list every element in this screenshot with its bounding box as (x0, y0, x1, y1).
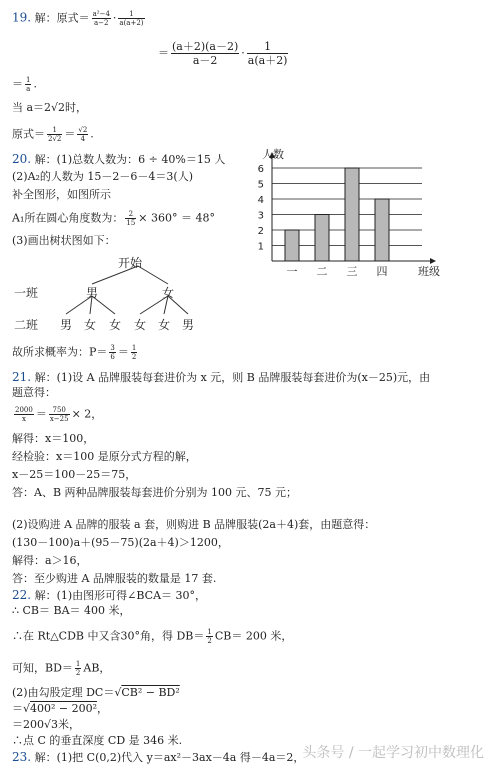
dot-op: · (112, 11, 117, 25)
q20-prob-frac1 (109, 344, 115, 361)
q19-frac2 (118, 10, 144, 27)
y-tick-label: 6 (257, 164, 264, 175)
x-tick-label: 一 (286, 265, 298, 278)
q19-frac6 (47, 126, 62, 143)
tree-level2-4: 女 (158, 318, 171, 332)
q22-frac1 (206, 628, 212, 645)
bar (345, 168, 359, 261)
frac-num: 3 (110, 344, 115, 352)
frac-den: a(a+2) (119, 19, 144, 27)
bar (315, 215, 329, 262)
frac-den: a－2 (192, 54, 218, 67)
q19-number: 19. (12, 10, 32, 25)
q19-frac5 (25, 76, 31, 93)
bar-chart (240, 140, 440, 280)
q21-line9: (130－100)a＋(95－75)(2a＋4)＞1200， (12, 536, 229, 549)
text: 解：(1)由图形可得∠BCA＝ 30°， (34, 589, 207, 602)
q21-line2: 题意得： (12, 386, 56, 399)
text: 解：(1)设 A 品牌服装每套进价为 x 元，则 B 品牌服装每套进价为(x－25)元，由 (34, 371, 431, 384)
q21-line8: (2)设购进 A 品牌的服装 a 套，则购进 B 品牌服装(2a＋4)套，由题意得： (12, 518, 376, 531)
frac-num: 750 (49, 406, 70, 415)
q19-line2 (158, 40, 290, 67)
text: 解：(1)总数人数为：6 ÷ 40%＝15 人 (34, 153, 226, 166)
q21-number: 21. (12, 370, 32, 384)
q22-line2: ∴ CB＝ BA＝ 400 米， (12, 604, 131, 617)
q22-line7: ＝200√3米， (12, 718, 81, 731)
q20-frac (125, 210, 136, 227)
eq-sign: ＝ (117, 345, 129, 359)
text: ， (97, 702, 109, 715)
frac-den: 2√2 (48, 135, 62, 143)
bar (375, 199, 389, 261)
q21-line4: 解得：x＝100， (12, 432, 95, 445)
q20-line5: (3)画出树状图如下： (12, 234, 116, 247)
tree-level2-2: 女 (109, 318, 122, 332)
q22-frac2 (75, 660, 81, 677)
tree-root: 开始 (118, 256, 143, 270)
eq-sign: ＝ (35, 407, 47, 421)
y-tick-label: 1 (257, 241, 264, 253)
q19-frac1 (92, 10, 111, 27)
tree-level2-3: 女 (134, 318, 147, 332)
frac-den: 2 (131, 353, 137, 361)
frac-num: 2 (125, 210, 136, 219)
frac-num: 1 (207, 628, 212, 636)
text: ∴在 Rt△CDB 中又含30°角，得 DB＝ (12, 629, 205, 643)
q20-line3: 补全图形，如图所示 (12, 188, 111, 201)
text: × 2， (71, 407, 103, 421)
text: 可知，BD＝ (12, 661, 73, 675)
q20-line6 (12, 344, 139, 361)
q19-frac4 (247, 40, 289, 67)
q22-line1 (12, 588, 206, 603)
q21-line7: 答：A、B 两种品牌服装每套进价分别为 100 元、75 元； (12, 486, 298, 499)
q21-line1 (12, 370, 430, 385)
x-tick-label: 二 (316, 265, 328, 278)
text: × 360° ＝ 48° (138, 211, 215, 225)
frac-den: 15 (126, 219, 136, 227)
q20-line4 (12, 210, 215, 227)
q20-line2: (2)A₂的人数为 15－2－6－4＝3(人) (12, 170, 194, 183)
tree-level2-1: 女 (84, 318, 97, 332)
q22-line4 (12, 660, 110, 677)
tree-edge (138, 266, 168, 284)
q21-line6: x－25＝100－25＝75， (12, 468, 137, 481)
q19-line1 (12, 10, 147, 27)
q22-number: 22. (12, 588, 32, 602)
q21-frac1 (14, 406, 34, 423)
frac-num: 2000 (15, 406, 33, 414)
y-tick-label: 5 (257, 179, 264, 191)
frac-num: (a＋2)(a－2) (172, 40, 239, 53)
q19-line3 (12, 76, 37, 93)
tree-class2-label: 二班 (14, 318, 39, 332)
text: 原式＝ (12, 127, 45, 141)
radicand: 400² − 200² (30, 702, 98, 715)
q21-frac2 (49, 406, 70, 423)
q21-line5: 经检验：x＝100 是原分式方程的解， (12, 450, 197, 463)
x-axis-arrow (430, 258, 436, 264)
frac-den: x−25 (49, 415, 69, 423)
frac-den: 6 (110, 353, 115, 361)
q19-line4: 当 a＝2√2时， (12, 101, 88, 114)
q22-line6 (12, 702, 108, 716)
bar (285, 230, 299, 261)
tree-level1-1: 女 (162, 286, 175, 300)
q22-line8: ∴点 C 的垂直深度 CD 是 346 米. (12, 734, 183, 747)
frac-num: 1 (247, 40, 289, 54)
x-tick-label: 三 (346, 265, 358, 278)
x-tick-label: 四 (376, 265, 388, 278)
q20-number: 20. (12, 152, 32, 166)
text: A₁所在圆心角度数为： (12, 211, 124, 225)
q23-number: 23. (12, 750, 32, 764)
q21-line10: 解得：a＞16， (12, 554, 88, 567)
frac-num: a²−4 (92, 10, 110, 18)
text: CB＝ 200 米， (214, 629, 293, 643)
frac-den: 2 (75, 669, 81, 677)
frac-den: a−2 (94, 19, 109, 27)
tree-level1-0: 男 (86, 286, 99, 300)
y-axis-label: 人数 (262, 148, 284, 161)
frac-den: a(a＋2) (247, 54, 288, 67)
period: . (90, 127, 94, 141)
eq-sign: ＝ (158, 46, 169, 60)
dot-op: · (241, 46, 245, 60)
q20-prob-frac2 (131, 344, 137, 361)
frac-num: √2 (78, 126, 88, 134)
q21-line11: 答：至少购进 A 品牌服装的数量是 17 套. (12, 572, 217, 585)
y-tick-label: 3 (257, 210, 264, 222)
frac-num: 1 (131, 344, 137, 352)
period: . (33, 77, 37, 91)
radicand: CB² − BD² (121, 686, 180, 699)
q19-line5 (12, 126, 94, 143)
q19-l1-pre: 解：原式＝ (34, 11, 90, 25)
frac-num: 1 (118, 10, 144, 19)
sqrt-symbol: √ (23, 702, 31, 715)
q23-line1 (12, 750, 304, 765)
y-tick-label: 2 (257, 226, 264, 237)
q21-line3 (12, 406, 102, 423)
tree-class1-label: 一班 (14, 286, 39, 300)
q20-line1 (12, 152, 225, 167)
text: 故所求概率为：P＝ (12, 345, 108, 359)
frac-den: a (26, 85, 31, 93)
frac-num: 1 (75, 660, 81, 668)
text: (2)由勾股定理 DC＝ (12, 686, 115, 699)
eq-sign: ＝ (64, 127, 76, 141)
frac-den: 4 (80, 135, 86, 143)
eq-sign: ＝ (12, 77, 23, 91)
watermark: 头条号 / 一起学习初中数理化 (302, 745, 484, 761)
eq-sign: ＝ (12, 702, 23, 715)
frac-den: 2 (207, 637, 212, 645)
q22-line3 (12, 628, 292, 645)
frac-num: 1 (26, 76, 31, 84)
y-tick-label: 4 (257, 195, 264, 206)
q19-frac7 (77, 126, 88, 143)
text: 解：(1)把 C(0,2)代入 y＝ax²－3ax－4a 得－4a＝2， (34, 751, 305, 764)
text: AB， (83, 661, 111, 675)
tree-level2-5: 男 (182, 318, 195, 332)
sqrt-symbol: √ (114, 686, 122, 699)
q19-frac3 (171, 40, 239, 67)
tree-level2-0: 男 (60, 318, 73, 332)
q22-line5 (12, 686, 180, 700)
x-axis-label: 班级 (418, 265, 440, 278)
frac-num: 1 (47, 126, 62, 135)
frac-den: x (21, 415, 26, 423)
